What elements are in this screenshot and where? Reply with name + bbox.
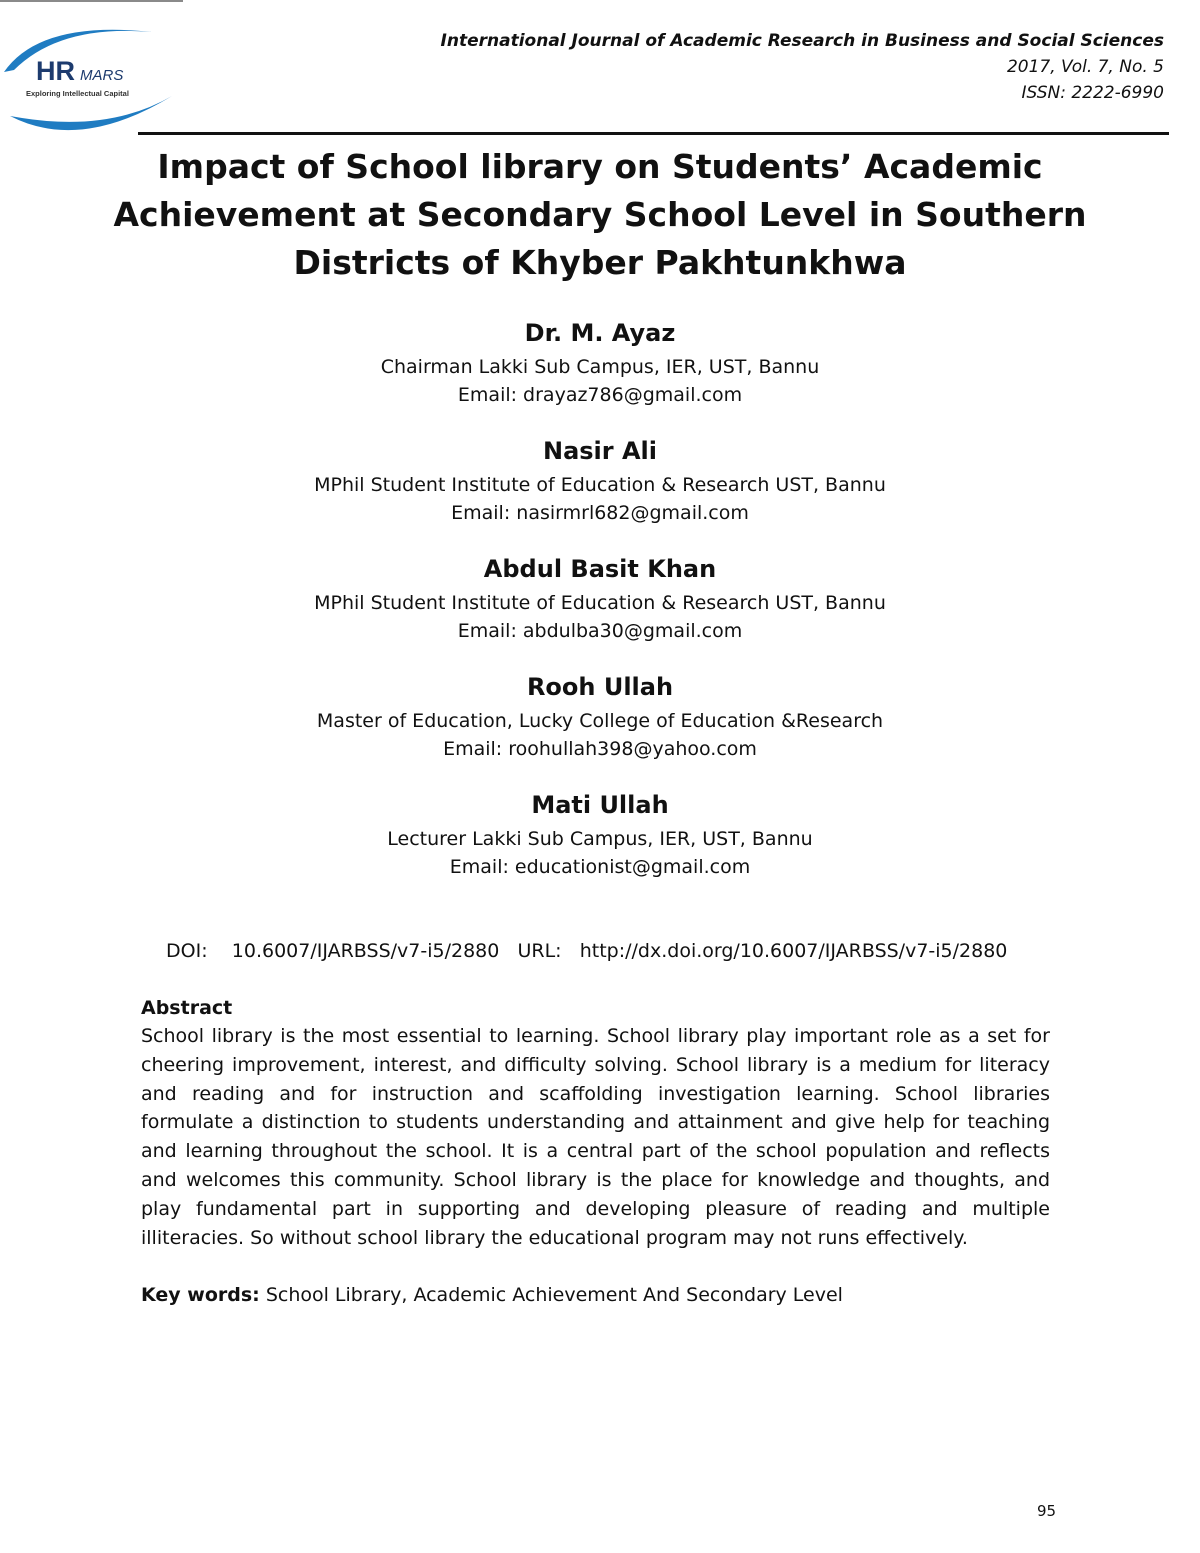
author-block: [0, 313, 1200, 409]
author-affiliation: Master of Education, Lucky College of Education &Research: [316, 710, 884, 732]
logo-text-sub: MARS: [80, 67, 124, 84]
issn: ISSN: 2222-6990: [1021, 83, 1164, 103]
abstract-section: [141, 994, 1050, 1252]
author-affiliation: MPhil Student Institute of Education & Research UST, Bannu: [314, 592, 886, 614]
logo-arc-icon: [0, 20, 180, 140]
author-affiliation: MPhil Student Institute of Education & Research UST, Bannu: [314, 474, 886, 496]
author-block: [0, 431, 1200, 527]
logo-text-main: HR: [36, 56, 75, 86]
page-number: 95: [1037, 1502, 1057, 1520]
journal-header: [441, 28, 1164, 106]
doi-label: DOI:: [166, 940, 208, 962]
author-affiliation: Chairman Lakki Sub Campus, IER, UST, Bannu: [380, 356, 820, 378]
author-email[interactable]: Email: roohullah398@yahoo.com: [443, 738, 757, 760]
logo-tagline: Exploring Intellectual Capital: [26, 89, 129, 98]
abstract-text: School library is the most essential to learning. School library play important role as a set for cheering improvement, interest, and difficulty solving. School library is a medium for literacy and reading and for instruction and scaffolding investigation learning. School libraries formulate a distinction to students understanding and attainment and give help for teaching and learning throughout the school. It is a central part of the school population and reflects and welcomes this community. School library is the place for knowledge and thoughts, and play fundamental part in supporting and developing pleasure of reading and multiple illiteracies. So without school library the educational program may not runs effectively.: [141, 1025, 1050, 1249]
doi-value[interactable]: 10.6007/IJARBSS/v7-i5/2880: [231, 940, 500, 962]
top-corner-line: [0, 0, 183, 2]
author-affiliation: Lecturer Lakki Sub Campus, IER, UST, Bannu: [387, 828, 813, 850]
author-list: [0, 313, 1200, 903]
author-name: Mati Ullah: [531, 791, 669, 819]
author-email[interactable]: Email: drayaz786@gmail.com: [457, 384, 743, 406]
author-name: Nasir Ali: [542, 437, 657, 465]
keywords-value: School Library, Academic Achievement And Secondary Level: [265, 1284, 843, 1306]
doi-line: [166, 936, 1007, 966]
keywords-label: Key words:: [141, 1284, 260, 1306]
author-name: Rooh Ullah: [526, 673, 674, 701]
author-email[interactable]: Email: educationist@gmail.com: [449, 856, 751, 878]
abstract-heading: Abstract: [141, 997, 233, 1019]
author-block: [0, 667, 1200, 763]
keywords-line: [141, 1280, 843, 1310]
author-email[interactable]: Email: nasirmrl682@gmail.com: [451, 502, 749, 524]
hrmars-logo: [0, 20, 180, 140]
author-name: Dr. M. Ayaz: [524, 319, 676, 347]
url-label: URL:: [517, 940, 562, 962]
author-block: [0, 785, 1200, 881]
volume-info: 2017, Vol. 7, No. 5: [1006, 57, 1164, 77]
journal-name: International Journal of Academic Research in Business and Social Sciences: [440, 31, 1164, 51]
header-rule: [138, 132, 1169, 135]
paper-title: Impact of School library on Students’ Academic Achievement at Secondary School Level in Southern Districts of Khyber Pakhtunkhwa: [113, 147, 1087, 282]
url-link[interactable]: http://dx.doi.org/10.6007/IJARBSS/v7-i5/2880: [579, 940, 1008, 962]
author-block: [0, 549, 1200, 645]
author-email[interactable]: Email: abdulba30@gmail.com: [457, 620, 743, 642]
author-name: Abdul Basit Khan: [483, 555, 717, 583]
